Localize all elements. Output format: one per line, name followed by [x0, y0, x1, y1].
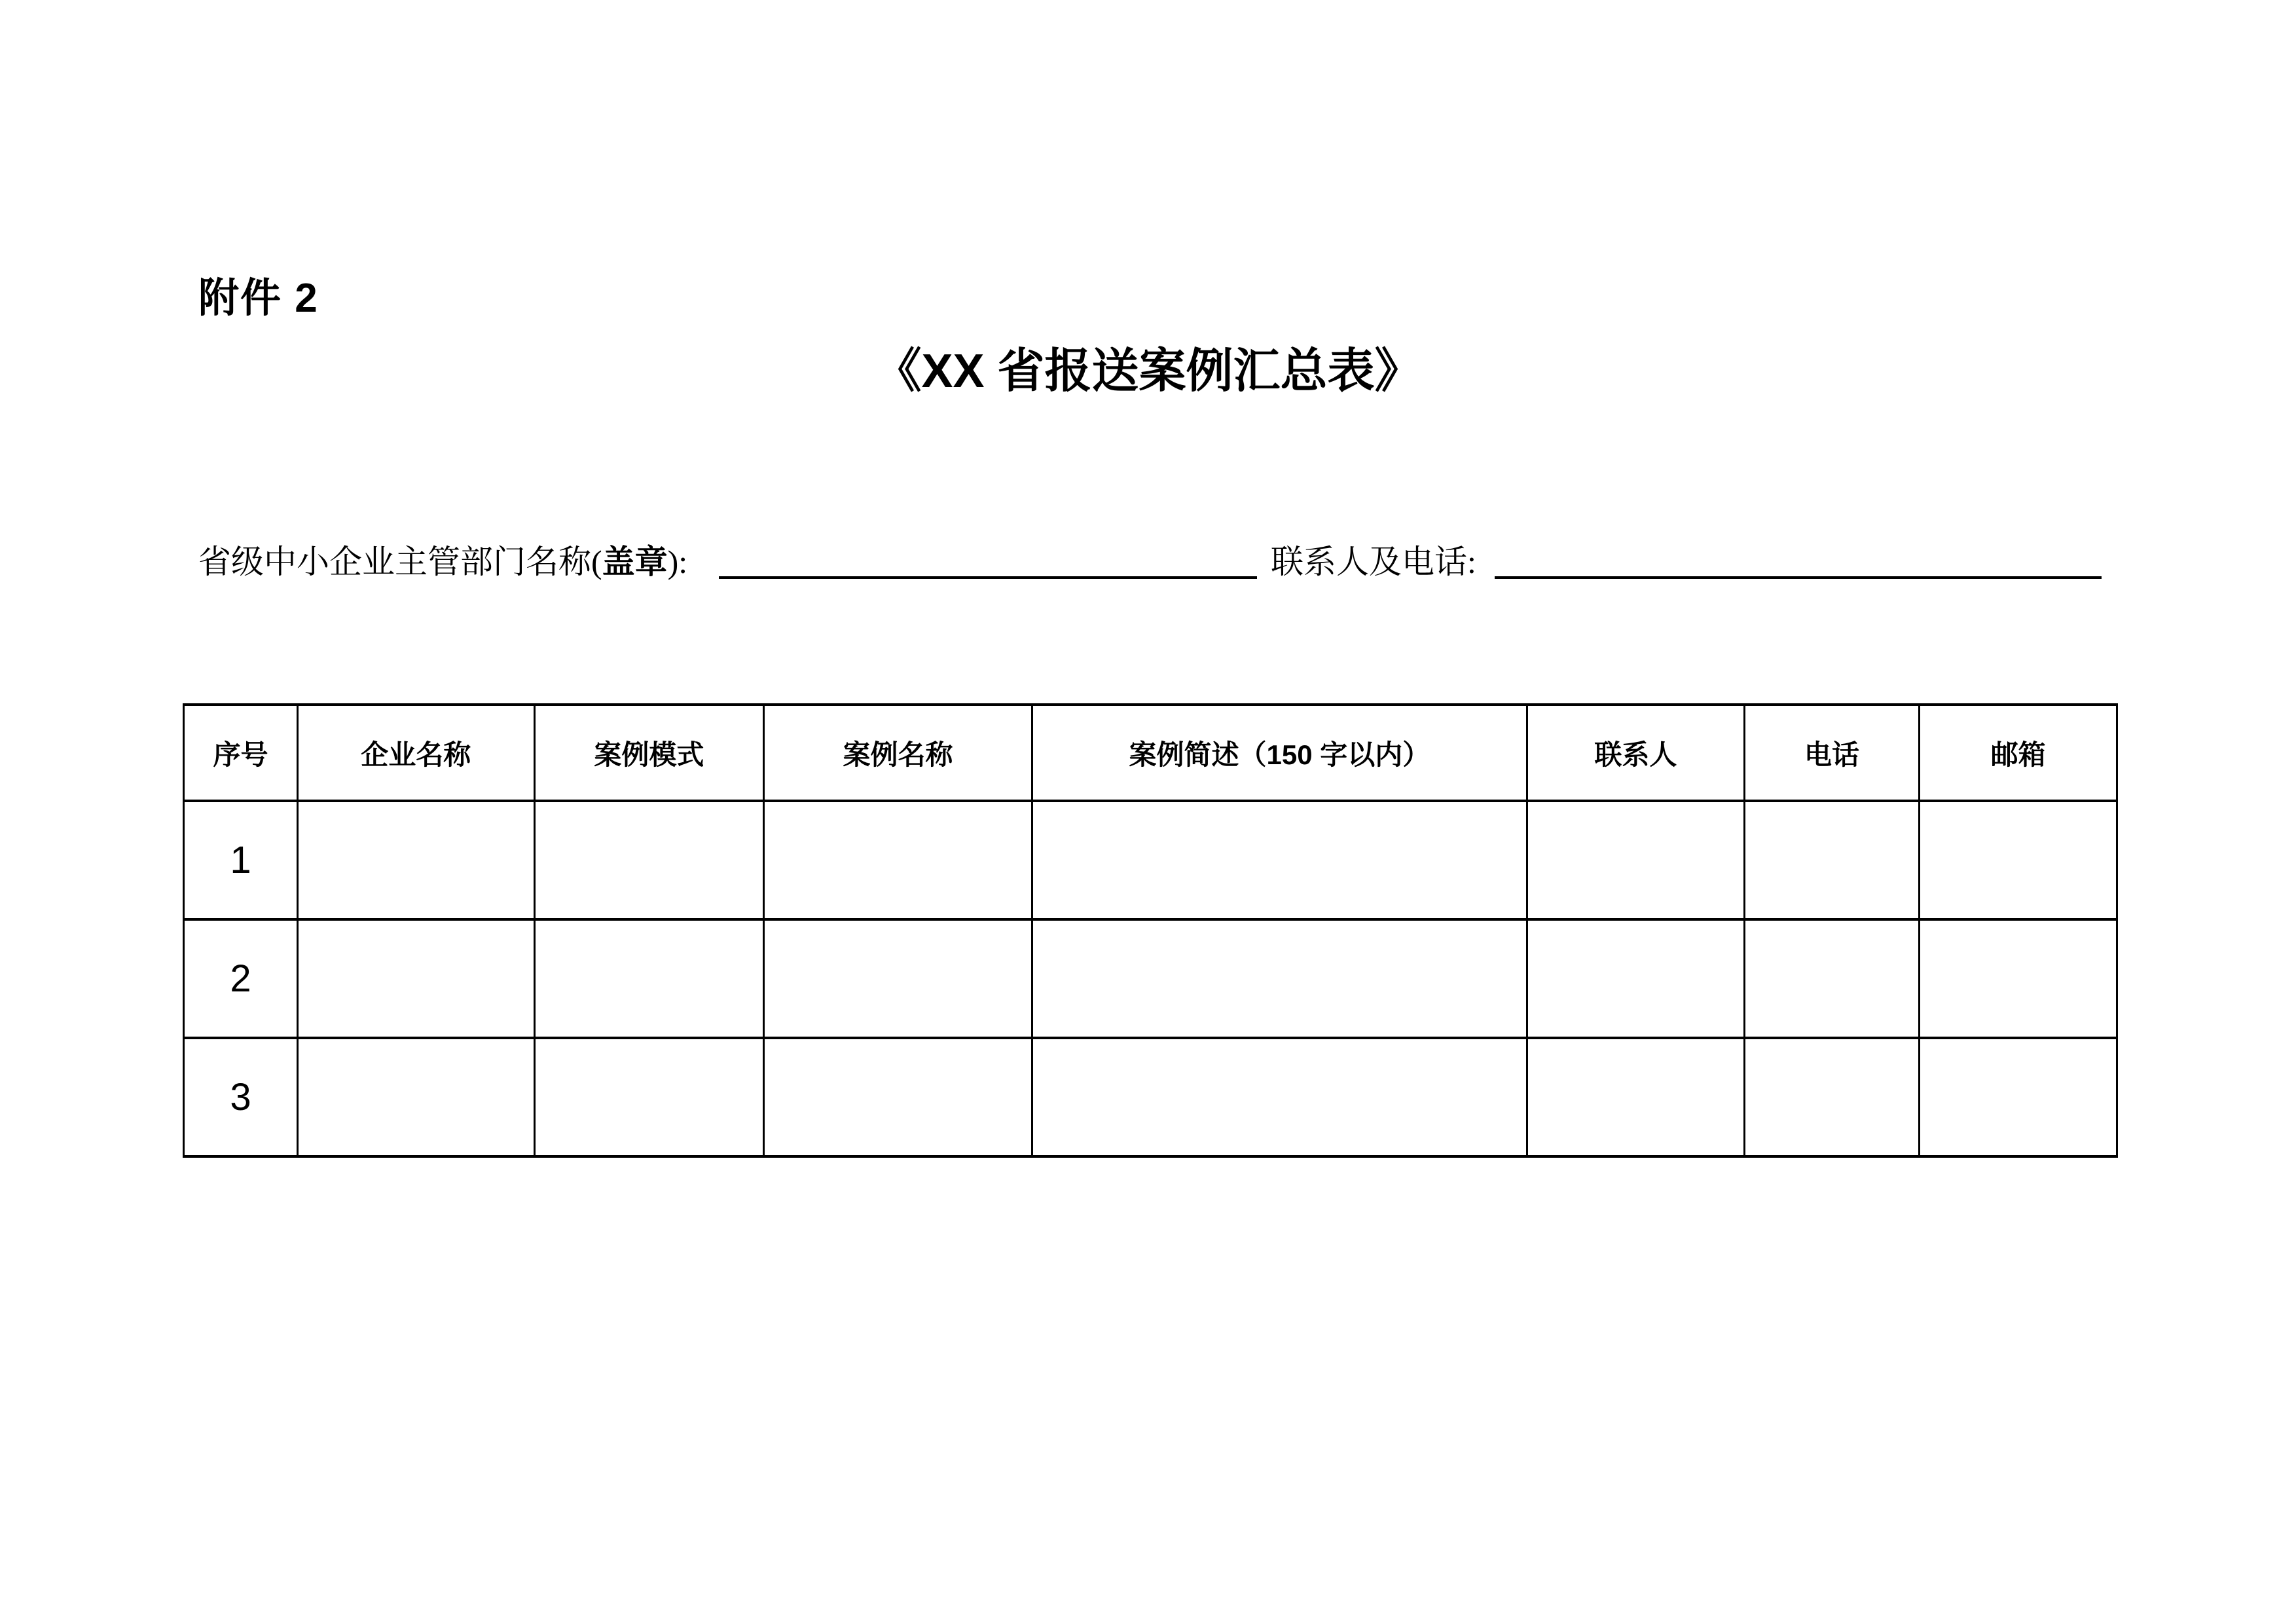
header-row — [184, 705, 2117, 801]
cell-email[interactable] — [1920, 1038, 2117, 1156]
cell-case-summary[interactable] — [1032, 919, 1527, 1038]
department-name-label-suffix: ): — [667, 544, 688, 580]
cell-case-mode[interactable] — [534, 801, 764, 919]
department-name-label-prefix: 省级中小企业主管部门名称( — [198, 544, 602, 580]
cell-case-name[interactable] — [764, 1038, 1032, 1156]
cell-case-mode[interactable] — [534, 919, 764, 1038]
page-title: 《XX 省报送案例汇总表》 — [874, 345, 1422, 397]
cell-case-mode[interactable] — [534, 1038, 764, 1156]
attachment-label: 附件 2 — [198, 276, 319, 321]
cell-case-summary[interactable] — [1032, 801, 1527, 919]
cell-contact[interactable] — [1527, 1038, 1745, 1156]
cell-case-name[interactable] — [764, 801, 1032, 919]
row-number: 1 — [184, 801, 298, 919]
column-header-contact: 联系人 — [1527, 705, 1745, 801]
department-name-label — [198, 544, 687, 581]
table-row — [184, 1038, 2117, 1156]
summary-table — [183, 703, 2118, 1158]
column-header-case-mode: 案例模式 — [534, 705, 764, 801]
contact-phone-blank[interactable] — [1495, 576, 2102, 579]
cell-phone[interactable] — [1744, 1038, 1920, 1156]
department-name-blank[interactable] — [719, 576, 1257, 579]
column-header-seq: 序号 — [184, 705, 298, 801]
row-number: 3 — [184, 1038, 298, 1156]
table-row — [184, 919, 2117, 1038]
department-name-seal-text: 盖章 — [602, 544, 668, 580]
summary-table-container — [183, 703, 2118, 1158]
cell-phone[interactable] — [1744, 919, 1920, 1038]
contact-phone-label: 联系人及电话: — [1271, 544, 1476, 580]
row-number: 2 — [184, 919, 298, 1038]
column-header-phone: 电话 — [1744, 705, 1920, 801]
cell-email[interactable] — [1920, 801, 2117, 919]
cell-phone[interactable] — [1744, 801, 1920, 919]
table-row — [184, 801, 2117, 919]
cell-case-summary[interactable] — [1032, 1038, 1527, 1156]
column-header-case-name: 案例名称 — [764, 705, 1032, 801]
cell-email[interactable] — [1920, 919, 2117, 1038]
column-header-company-name: 企业名称 — [297, 705, 534, 801]
column-header-email: 邮箱 — [1920, 705, 2117, 801]
cell-case-name[interactable] — [764, 919, 1032, 1038]
cell-company-name[interactable] — [297, 919, 534, 1038]
cell-company-name[interactable] — [297, 1038, 534, 1156]
column-header-case-summary: 案例简述（150 字以内） — [1032, 705, 1527, 801]
cell-contact[interactable] — [1527, 801, 1745, 919]
cell-contact[interactable] — [1527, 919, 1745, 1038]
cell-company-name[interactable] — [297, 801, 534, 919]
